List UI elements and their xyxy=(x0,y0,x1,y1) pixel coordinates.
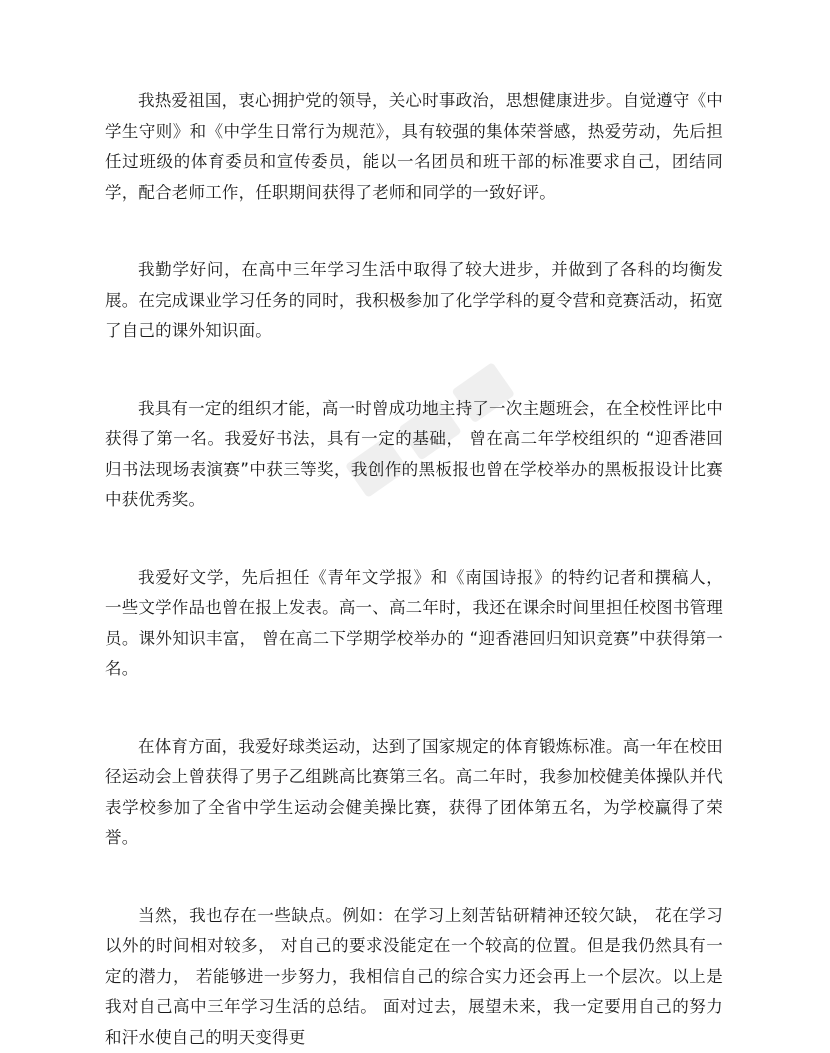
paragraph-shortcomings: 当然，我也存在一些缺点。例如：在学习上刻苦钻研精神还较欠缺， 花在学习以外的时间相对较多， 对自己的要求没能定在一个较高的位置。但是我仍然具有一定的潜力， 若能够进一步努力，我相信自己的综合实力还会再上一个层次。以上是我对自己高中三年学习生活的总结。 面对过去，展望未来，我一定要用自己的努力和汗水使自己的明天变得更 xyxy=(105,901,723,1053)
paragraph-patriotism: 我热爱祖国，衷心拥护党的领导，关心时事政治，思想健康进步。自觉遵守《中学生守则》和《中学生日常行为规范》，具有较强的集体荣誉感，热爱劳动，先后担任过班级的体育委员和宣传委员，能以一名团员和班干部的标准要求自己，团结同学，配合老师工作，任职期间获得了老师和同学的一致好评。 xyxy=(105,86,723,208)
paragraph-sports: 在体育方面，我爱好球类运动，达到了国家规定的体育锻炼标准。高一年在校田径运动会上曾获得了男子乙组跳高比赛第三名。高二年时，我参加校健美体操队并代表学校参加了全省中学生运动会健美操比赛，获得了团体第五名，为学校赢得了荣誉。 xyxy=(105,732,723,854)
paragraph-study: 我勤学好问，在高中三年学习生活中取得了较大进步，并做到了各科的均衡发展。在完成课业学习任务的同时，我积极参加了化学学科的夏令营和竞赛活动，拓宽了自己的课外知识面。 xyxy=(105,255,723,347)
paragraph-organization: 我具有一定的组织才能，高一时曾成功地主持了一次主题班会，在全校性评比中获得了第一名。我爱好书法，具有一定的基础， 曾在高二年学校组织的 “迎香港回归书法现场表演赛”中获三等奖，我创作的黑板报也曾在学校举办的黑板报设计比赛中获优秀奖。 xyxy=(105,394,723,516)
document-body xyxy=(105,86,723,1053)
paragraph-literature: 我爱好文学，先后担任《青年文学报》和《南国诗报》的特约记者和撰稿人， 一些文学作品也曾在报上发表。高一、高二年时，我还在课余时间里担任校图书管理员。课外知识丰富， 曾在高二下学期学校举办的 “迎香港回归知识竞赛”中获得第一名。 xyxy=(105,563,723,685)
